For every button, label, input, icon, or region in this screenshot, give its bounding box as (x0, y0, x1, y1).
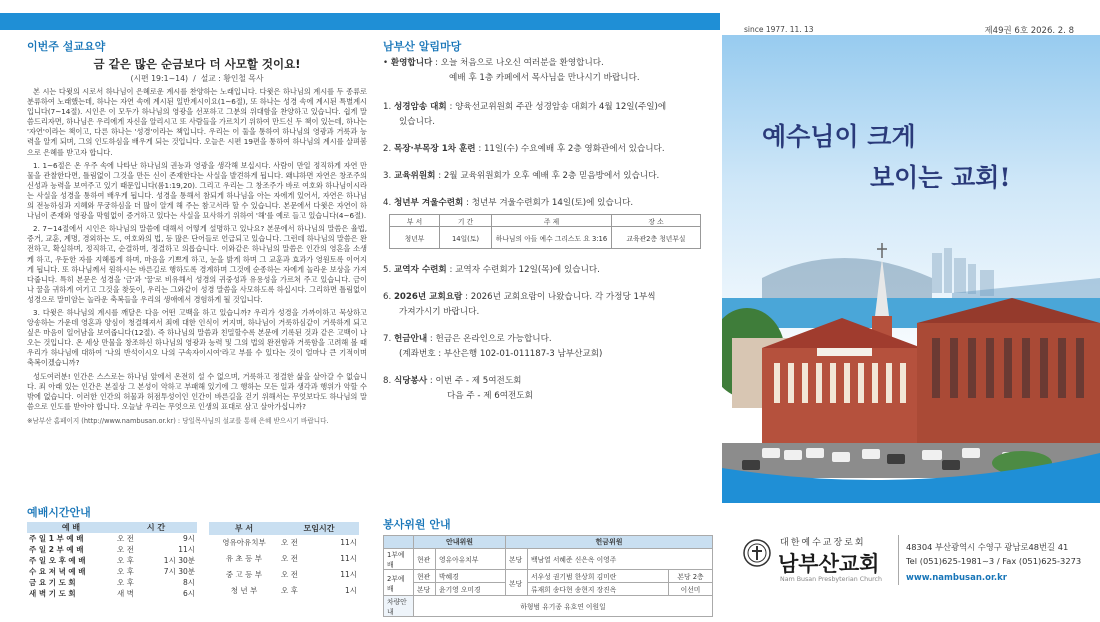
church-name-en: Nam Busan Presbyterian Church (780, 576, 882, 583)
camp-cell: 하나님의 아들 예수 그리스도 요 3:16 (492, 227, 612, 249)
church-emblem-icon (742, 538, 772, 568)
offering-names: 백남열 서혜준 신은옥 이영주 (528, 549, 713, 570)
service-period: 오 후 (117, 567, 134, 576)
cover-panel (722, 13, 1100, 503)
service-name: 주 일 2 부 예 배 (29, 545, 84, 554)
slogan-line-1: 예수님이 크게 (762, 122, 916, 151)
extra-names: 이선미 (669, 583, 713, 596)
sermon-reference: (시편 19:1~14) (130, 74, 189, 83)
notices-section-title: 남부산 알림마당 (383, 40, 462, 53)
worship-table (27, 522, 197, 599)
table-row (27, 577, 197, 588)
camp-cell: 14일(토) (440, 227, 492, 249)
worship-head-service: 예 배 (27, 522, 115, 533)
notice-number: 3. (383, 171, 392, 181)
footer-divider (898, 535, 899, 585)
sermon-section-title: 이번주 설교요약 (27, 40, 106, 53)
service-period: 오 전 (117, 545, 134, 554)
place-label: 현관 (414, 549, 436, 570)
notice-number: 1. (383, 102, 392, 112)
guide-names: 윤기영 오미경 (436, 583, 506, 596)
issue-text: 제49권 6호 2026. 2. 8 (984, 26, 1074, 36)
notices-column (383, 38, 703, 413)
notice-label: 성경암송 대회 (393, 102, 447, 112)
notice-label: 청년부 겨울수련회 (393, 198, 464, 208)
service-time: 1시 30분 (163, 556, 195, 565)
notice-label: 헌금안내 (393, 334, 428, 344)
place-label: 본당 (506, 549, 528, 570)
camp-head: 기 간 (440, 215, 492, 227)
parking-names: 하형범 유기종 유호연 이원일 (414, 596, 713, 617)
service-time: 11시 (178, 545, 195, 554)
notice-number: 7. (383, 334, 392, 344)
welcome-label: 환영합니다 (390, 58, 433, 68)
notice-text-cont: 다음 주 - 제 6여전도회 (447, 391, 533, 401)
camp-head: 장 소 (612, 215, 701, 227)
place-label: 현관 (414, 570, 436, 583)
notice-item (383, 263, 703, 278)
welcome-notice: • 환영합니다 : 오늘 처음으로 나오신 여러분을 환영합니다. 예배 후 1층 카페에서 목사님을 만나시기 바랍니다. (383, 56, 703, 86)
dept-head: 부 서 (209, 522, 279, 535)
homepage-note: ※남부산 홈페이지 (http://www.nambusan.or.kr) : 당일목사님의 설교를 통해 은혜 받으시기 바랍니다. (27, 416, 329, 425)
camp-head: 부 서 (390, 215, 440, 227)
dept-name: 중 고 등 부 (225, 570, 263, 580)
service-label: 2부예배 (384, 570, 414, 596)
notice-text: : 청년부 겨울수련회가 14일(토)에 있습니다. (466, 198, 634, 208)
church-name: 남부산교회 (778, 552, 880, 576)
offering-names: 류재희 송다현 송현지 장진옥 (528, 583, 669, 596)
volunteers-section-title: 봉사위원 안내 (383, 518, 451, 531)
table-row (209, 567, 359, 583)
dept-meet-head: 모임시간 (279, 522, 359, 535)
notice-label: 교육위원회 (393, 171, 436, 181)
guide-head: 안내위원 (414, 536, 506, 549)
dept-period: 오 후 (281, 586, 298, 596)
sermon-paragraph: 3. 다윗은 하나님의 계시를 깨달은 다음 어떤 고백을 하고 있습니까? 우리가 성경을 가까이하고 묵상하고 앙송하는 가운데 영혼과 양심이 청결해져서 죄에 대한 인식이 커지며, 하나님이 거룩하심같이 거룩하게 되고 싶은 마음이 일어남을 보여줍니다(12절). 즉 하나님의 말씀과 친밀할수록 본문에 기록된 것과 같은 고백이 나오는 것입니다. 온 세상 만물을 창조하신 하나님의 영광과 능력 및 그의 법의 완전함과 거룩함을 고려해 볼 때 우리가 하나님에 대하여 '나의 반석이시오 나의 구속자이시여'라고 부를 수 있다는 것이 얼마나 큰 기적이며 축복이겠습니까? (27, 307, 367, 368)
volunteers-section (383, 516, 713, 617)
service-name: 주 일 1 부 예 배 (29, 534, 84, 543)
table-row (209, 583, 359, 599)
service-period: 오 후 (117, 578, 134, 587)
service-time: 8시 (182, 578, 195, 587)
worship-section-title: 예배시간안내 (27, 506, 91, 519)
service-name: 주 일 오 후 예 배 (29, 556, 86, 565)
service-label: 1부예배 (384, 549, 414, 570)
table-row (209, 535, 359, 551)
service-name: 새 벽 기 도 회 (29, 589, 76, 598)
top-accent-bar (0, 13, 720, 30)
service-period: 새 벽 (117, 589, 134, 598)
volunteers-table (383, 535, 713, 617)
table-row (27, 566, 197, 577)
notice-item (383, 169, 703, 184)
dept-period: 오 전 (281, 538, 298, 548)
place-label: 본당 (506, 570, 528, 596)
church-photo (722, 198, 1100, 503)
since-text: since 1977. 11. 13 (744, 25, 814, 34)
notice-text: : 헌금은 온라인으로 가능합니다. (429, 334, 552, 344)
guide-names: 영유아유치부 (436, 549, 506, 570)
notice-text: : 2월 교육위원회가 오후 예배 후 2층 믿음방에서 있습니다. (438, 171, 660, 181)
church-phone: Tel (051)625-1981~3 / Fax (051)625-3273 (906, 556, 1082, 566)
service-name: 수 요 저 녁 예 배 (29, 567, 86, 576)
extra-place-label: 본당 2층 (669, 570, 713, 583)
notice-text-cont: 가져가시기 바랍니다. (399, 307, 480, 317)
welcome-text-2: 예배 후 1층 카페에서 목사님을 만나시기 바랍니다. (449, 73, 640, 83)
sermon-column (27, 38, 367, 425)
notice-text-cont: (계좌번호 : 부산은행 102-01-011187-3 남부산교회) (399, 349, 603, 359)
notice-label: 2026년 교회요람 (393, 292, 463, 302)
church-website-link[interactable]: www.nambusan.or.kr (906, 573, 1007, 583)
dept-time: 11시 (340, 570, 357, 580)
guide-names: 박혜경 (436, 570, 506, 583)
sermon-paragraph: 2. 7~14절에서 시인은 하나님의 말씀에 대해서 어떻게 설명하고 있나요? 본문에서 하나님의 말씀은 율법, 증거, 교훈, 계명, 경외하는 도, 여호와의 법, 등 많은 단어들로 언급되고 있습니다. 그런데 하나님의 말씀은 완전하고, 확실하며, 정직하고, 순결하며, 정결하고 의롭습니다. 이와같은 하나님의 말씀은 인간의 영혼을 소생케 하고, 우둔한 자를 지혜롭게 하며, 마음을 기쁘게 하고, 눈을 밝게 하며 그 교훈과 효과가 영원토록 이어지게 됩니다. 또 하나님께서 원하시는 바른길로 행하도록 경계하며 그것에 순종하는 자에게 놀라운 보상을 가져다줍니다. 특히 본문은 성경을 '금'과 '꿀'로 비유해서 성경의 귀중성과 유용성을 가르쳐 주고 있습니다. 금이나 꿀을 귀하게 여기고 그것을 찾듯이, 우리는 그와같이 성경 말씀을 사모하도록 하십시다. 그리하면 틀림없이 성경으로 말미암는 놀라운 축복들을 우리의 생애에서 경험하게 될 것입니다. (27, 224, 367, 304)
service-period: 오 후 (117, 556, 134, 565)
notice-text-cont: 있습니다. (399, 117, 435, 127)
sermon-meta (27, 73, 367, 84)
notice-item (383, 374, 703, 404)
table-row (27, 533, 197, 544)
notice-text: : 2026년 교회요람이 나왔습니다. 각 가정당 1부씩 (465, 292, 656, 302)
camp-head: 주 제 (492, 215, 612, 227)
table-row (27, 555, 197, 566)
denomination-text: 대한예수교장로회 (780, 538, 866, 548)
notice-item (383, 332, 703, 362)
dept-name: 영유아유치부 (222, 538, 266, 548)
table-row (209, 551, 359, 567)
table-row (384, 596, 713, 617)
offering-head: 헌금위원 (506, 536, 713, 549)
notice-number: 5. (383, 265, 392, 275)
notice-text: : 교역자 수련회가 12일(목)에 있습니다. (449, 265, 600, 275)
notice-label: 식당봉사 (393, 376, 428, 386)
dept-name: 청 년 부 (230, 586, 258, 596)
service-period: 오 전 (117, 534, 134, 543)
notice-number: 8. (383, 376, 392, 386)
church-address: 48304 부산광역시 수영구 광남로48번길 41 (906, 542, 1069, 552)
notice-text: : 11일(수) 수요예배 후 2층 영화관에서 있습니다. (478, 144, 665, 154)
sermon-headline: 금 같은 많은 순금보다 더 사모할 것이요! (93, 57, 301, 71)
offering-names: 서우성 권기범 한상희 김미란 (528, 570, 669, 583)
service-time: 9시 (182, 534, 195, 543)
camp-cell: 교육관2층 청년부실 (612, 227, 701, 249)
table-row (384, 549, 713, 570)
church-footer (722, 503, 1100, 622)
sermon-preacher: 설교 : 황인철 목사 (200, 74, 264, 83)
table-row (390, 227, 701, 249)
table-row (384, 583, 713, 596)
sermon-paragraph: 성도여러분! 인간은 스스로는 하나님 앞에서 온전히 설 수 없으며, 거룩하고 정결한 삶을 살아갈 수 없습니다. 죄 아래 있는 인간은 본질상 그 본성이 악하고 부패해 있기에 그 행하는 모든 일과 생각과 행위가 악할 수밖에 없습니다. 이러한 인간의 허물과 허점투성이인 인간이 바른길을 걷기 위해서는 무엇보다도 하나님의 말씀으로 인도를 받아야 합니다. 오늘날 우리는 무엇으로 인생의 표대로 삼고 살아가십니까? (27, 371, 367, 411)
sermon-paragraph: 본 시는 다윗의 시로서 하나님이 은혜로운 계시를 찬양하는 노래입니다. 다윗은 하나님의 계시를 두 종류로 분류하여 노래했는데, 하나는 자연 속에 계시된 일반계시이요(1~6절), 또 하나는 성경 속에 계시된 특별계시입니다(7~14절). 시인은 이 모두가 하나님의 영광을 선포하고 그분의 위대함을 찬양하고 있습니다. 쉽게 말씀드리자면, 하나님은 우리에게 자신을 알리시고 또 사람들을 가르치기 위하여 만드신 두 책이 있는데, 하나는 '자연'이라는 책이고, 다른 하나는 '성경'이라는 책입니다. 우리는 이 둘을 통하여 하나님의 영광과 거룩과 능력을 알게 되며, 그의 인도하심을 배우게 되는 것입니다. 오늘은 시편 19편을 통하여 하나님의 계시를 살펴봄으로 은혜를 받고자 합니다. (27, 87, 367, 157)
notice-text: : 이번 주 - 제 5여전도회 (429, 376, 522, 386)
notice-item (383, 100, 703, 130)
table-row (27, 544, 197, 555)
place-label: 본당 (414, 583, 436, 596)
dept-time: 11시 (340, 538, 357, 548)
camp-cell: 청년부 (390, 227, 440, 249)
notice-number: 4. (383, 198, 392, 208)
slogan-line-2: 보이는 교회! (870, 163, 1011, 192)
service-name: 금 요 기 도 회 (29, 578, 76, 587)
notice-item (383, 142, 703, 157)
table-row (27, 588, 197, 599)
camp-table (389, 214, 701, 249)
dept-period: 오 전 (281, 570, 298, 580)
notice-label: 교역자 수련회 (393, 265, 447, 275)
worship-head-time: 시 간 (115, 522, 197, 533)
service-time: 6시 (182, 589, 195, 598)
dept-time: 1시 (344, 586, 357, 596)
notice-item (383, 196, 703, 211)
notice-item (383, 290, 703, 320)
dept-name: 유 초 등 부 (225, 554, 263, 564)
dept-period: 오 전 (281, 554, 298, 564)
sermon-paragraph: 1. 1~6절은 온 우주 속에 나타난 하나님의 권능과 영광을 생각해 보십시다. 사람이 만일 정직하게 자연 만물을 관찰한다면, 틀림없이 그것을 만든 신이 존재한다는 사실을 발견하게 됩니다. 왜냐하면 자연은 창조주의 신성과 능력을 보여주고 있기 때문입니다(롬1:19,20). 그리고 우리는 그 창조주가 바로 여호와 하나님이시라는 사실을 성경을 통하여 배우게 됩니다. 성경을 통해서 참되게 하나님을 아는 자에게 있어서, 자연은 하나님의 전능하심과 지혜와 무궁하심을 더 많이 알게 해 주는 참고서라 할 수 있습니다. 본문에서 다윗은 자연이 하나님이 존재와 영광을 막힘없이 증거하고 있다는 사실을 묘사하기 위하여 '해'를 예로 들고 있습니다(4~6절). (27, 160, 367, 221)
table-row (384, 570, 713, 583)
notice-text: : 양육선교위원회 주관 성경암송 대회가 4월 12일(주일)에 (449, 102, 667, 112)
dept-time: 11시 (340, 554, 357, 564)
parking-label: 차량안내 (384, 596, 414, 617)
notice-number: 2. (383, 144, 392, 154)
welcome-text: : 오늘 처음으로 나오신 여러분을 환영합니다. (435, 58, 604, 68)
sermon-separator: / (193, 74, 196, 83)
notice-number: 6. (383, 292, 392, 302)
worship-times-section (27, 504, 367, 599)
department-table (209, 522, 359, 599)
service-time: 7시 30분 (163, 567, 195, 576)
notice-label: 목장·부목장 1차 훈련 (393, 144, 476, 154)
